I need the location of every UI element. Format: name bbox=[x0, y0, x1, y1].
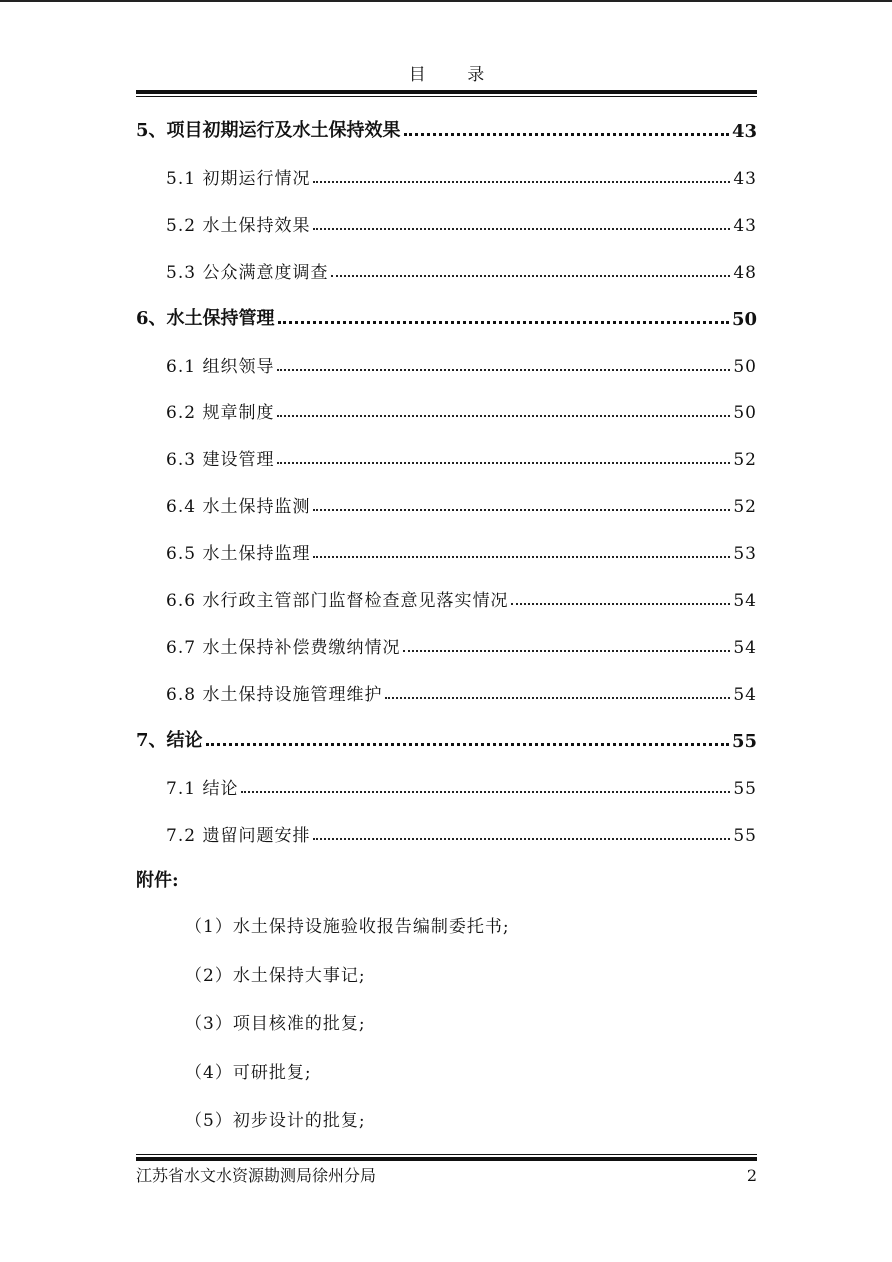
toc-dot-leader bbox=[313, 228, 730, 230]
toc-entry-page: 54 bbox=[733, 685, 757, 705]
toc-dot-leader bbox=[277, 415, 730, 417]
toc-entry-page: 55 bbox=[733, 826, 757, 846]
appendix-item: （2）水土保持大事记; bbox=[185, 966, 366, 986]
toc-entry-title: 6.7 水土保持补偿费缴纳情况 bbox=[166, 638, 401, 658]
toc-entry-title: 6.2 规章制度 bbox=[166, 403, 275, 423]
toc-dot-leader bbox=[313, 509, 730, 511]
toc-entry-title: 6.1 组织领导 bbox=[166, 357, 275, 377]
toc-entry-page: 50 bbox=[733, 357, 757, 377]
toc-section-entry[interactable] bbox=[166, 255, 757, 283]
header-rule-thick bbox=[136, 90, 757, 94]
toc-dot-leader bbox=[403, 650, 730, 652]
page-top-border bbox=[0, 0, 892, 2]
toc-entry-page: 48 bbox=[733, 263, 757, 283]
footer-organization: 江苏省水文水资源勘测局徐州分局 bbox=[136, 1166, 377, 1185]
toc-section-entry[interactable] bbox=[166, 349, 757, 377]
appendix-item: （3）项目核准的批复; bbox=[185, 1014, 366, 1034]
toc-entry-title: 6.5 水土保持监理 bbox=[166, 544, 311, 564]
toc-dot-leader bbox=[331, 275, 730, 277]
toc-dot-leader bbox=[313, 181, 730, 183]
toc-entry-title: 6、水土保持管理 bbox=[136, 308, 275, 329]
toc-entry-title: 7.1 结论 bbox=[166, 779, 239, 799]
toc-dot-leader bbox=[277, 369, 730, 371]
toc-section-entry[interactable] bbox=[166, 161, 757, 189]
toc-entry-page: 54 bbox=[733, 638, 757, 658]
toc-entry-title: 7、结论 bbox=[136, 730, 203, 751]
toc-chapter-entry[interactable] bbox=[136, 724, 757, 752]
toc-entry-page: 52 bbox=[733, 450, 757, 470]
toc-entry-title: 5.2 水土保持效果 bbox=[166, 216, 311, 236]
toc-section-entry[interactable] bbox=[166, 208, 757, 236]
toc-dot-leader bbox=[278, 321, 729, 324]
appendix-heading: 附件: bbox=[136, 870, 179, 891]
toc-entry-page: 50 bbox=[731, 309, 757, 330]
toc-dot-leader bbox=[385, 697, 730, 699]
toc-section-entry[interactable] bbox=[166, 395, 757, 423]
toc-dot-leader bbox=[511, 603, 730, 605]
appendix-item: （5）初步设计的批复; bbox=[185, 1111, 366, 1131]
toc-entry-page: 43 bbox=[733, 216, 757, 236]
toc-entry-page: 43 bbox=[733, 169, 757, 189]
toc-section-entry[interactable] bbox=[166, 536, 757, 564]
toc-entry-title: 6.3 建设管理 bbox=[166, 450, 275, 470]
toc-section-entry[interactable] bbox=[166, 489, 757, 517]
toc-section-entry[interactable] bbox=[166, 442, 757, 470]
toc-entry-page: 43 bbox=[731, 121, 757, 142]
toc-section-entry[interactable] bbox=[166, 583, 757, 611]
toc-entry-title: 6.6 水行政主管部门监督检查意见落实情况 bbox=[166, 591, 509, 611]
toc-entry-title: 5、项目初期运行及水土保持效果 bbox=[136, 120, 401, 141]
toc-section-entry[interactable] bbox=[166, 771, 757, 799]
toc-entry-title: 5.3 公众满意度调查 bbox=[166, 263, 329, 283]
toc-entry-page: 50 bbox=[733, 403, 757, 423]
toc-entry-page: 54 bbox=[733, 591, 757, 611]
toc-dot-leader bbox=[313, 838, 730, 840]
toc-chapter-entry[interactable] bbox=[136, 114, 757, 142]
toc-entry-page: 53 bbox=[733, 544, 757, 564]
footer-rule-thin bbox=[136, 1154, 757, 1155]
toc-chapter-entry[interactable] bbox=[136, 302, 757, 330]
toc-entry-title: 7.2 遗留问题安排 bbox=[166, 826, 311, 846]
toc-entry-title: 6.8 水土保持设施管理维护 bbox=[166, 685, 383, 705]
toc-entry-title: 6.4 水土保持监测 bbox=[166, 497, 311, 517]
appendix-item: （1）水土保持设施验收报告编制委托书; bbox=[185, 917, 510, 937]
appendix-item: （4）可研批复; bbox=[185, 1063, 312, 1083]
toc-entry-page: 55 bbox=[731, 731, 757, 752]
toc-entry-page: 52 bbox=[733, 497, 757, 517]
toc-dot-leader bbox=[404, 133, 729, 136]
toc-section-entry[interactable] bbox=[166, 677, 757, 705]
header-rule-thin bbox=[136, 96, 757, 97]
toc-entry-title: 5.1 初期运行情况 bbox=[166, 169, 311, 189]
footer-page-number: 2 bbox=[746, 1166, 757, 1185]
footer-rule-thick bbox=[136, 1157, 757, 1161]
toc-dot-leader bbox=[206, 743, 729, 746]
toc-dot-leader bbox=[241, 791, 730, 793]
toc-dot-leader bbox=[313, 556, 730, 558]
toc-section-entry[interactable] bbox=[166, 818, 757, 846]
header-title: 目 录 bbox=[408, 65, 503, 85]
toc-dot-leader bbox=[277, 462, 730, 464]
toc-entry-page: 55 bbox=[733, 779, 757, 799]
toc-section-entry[interactable] bbox=[166, 630, 757, 658]
